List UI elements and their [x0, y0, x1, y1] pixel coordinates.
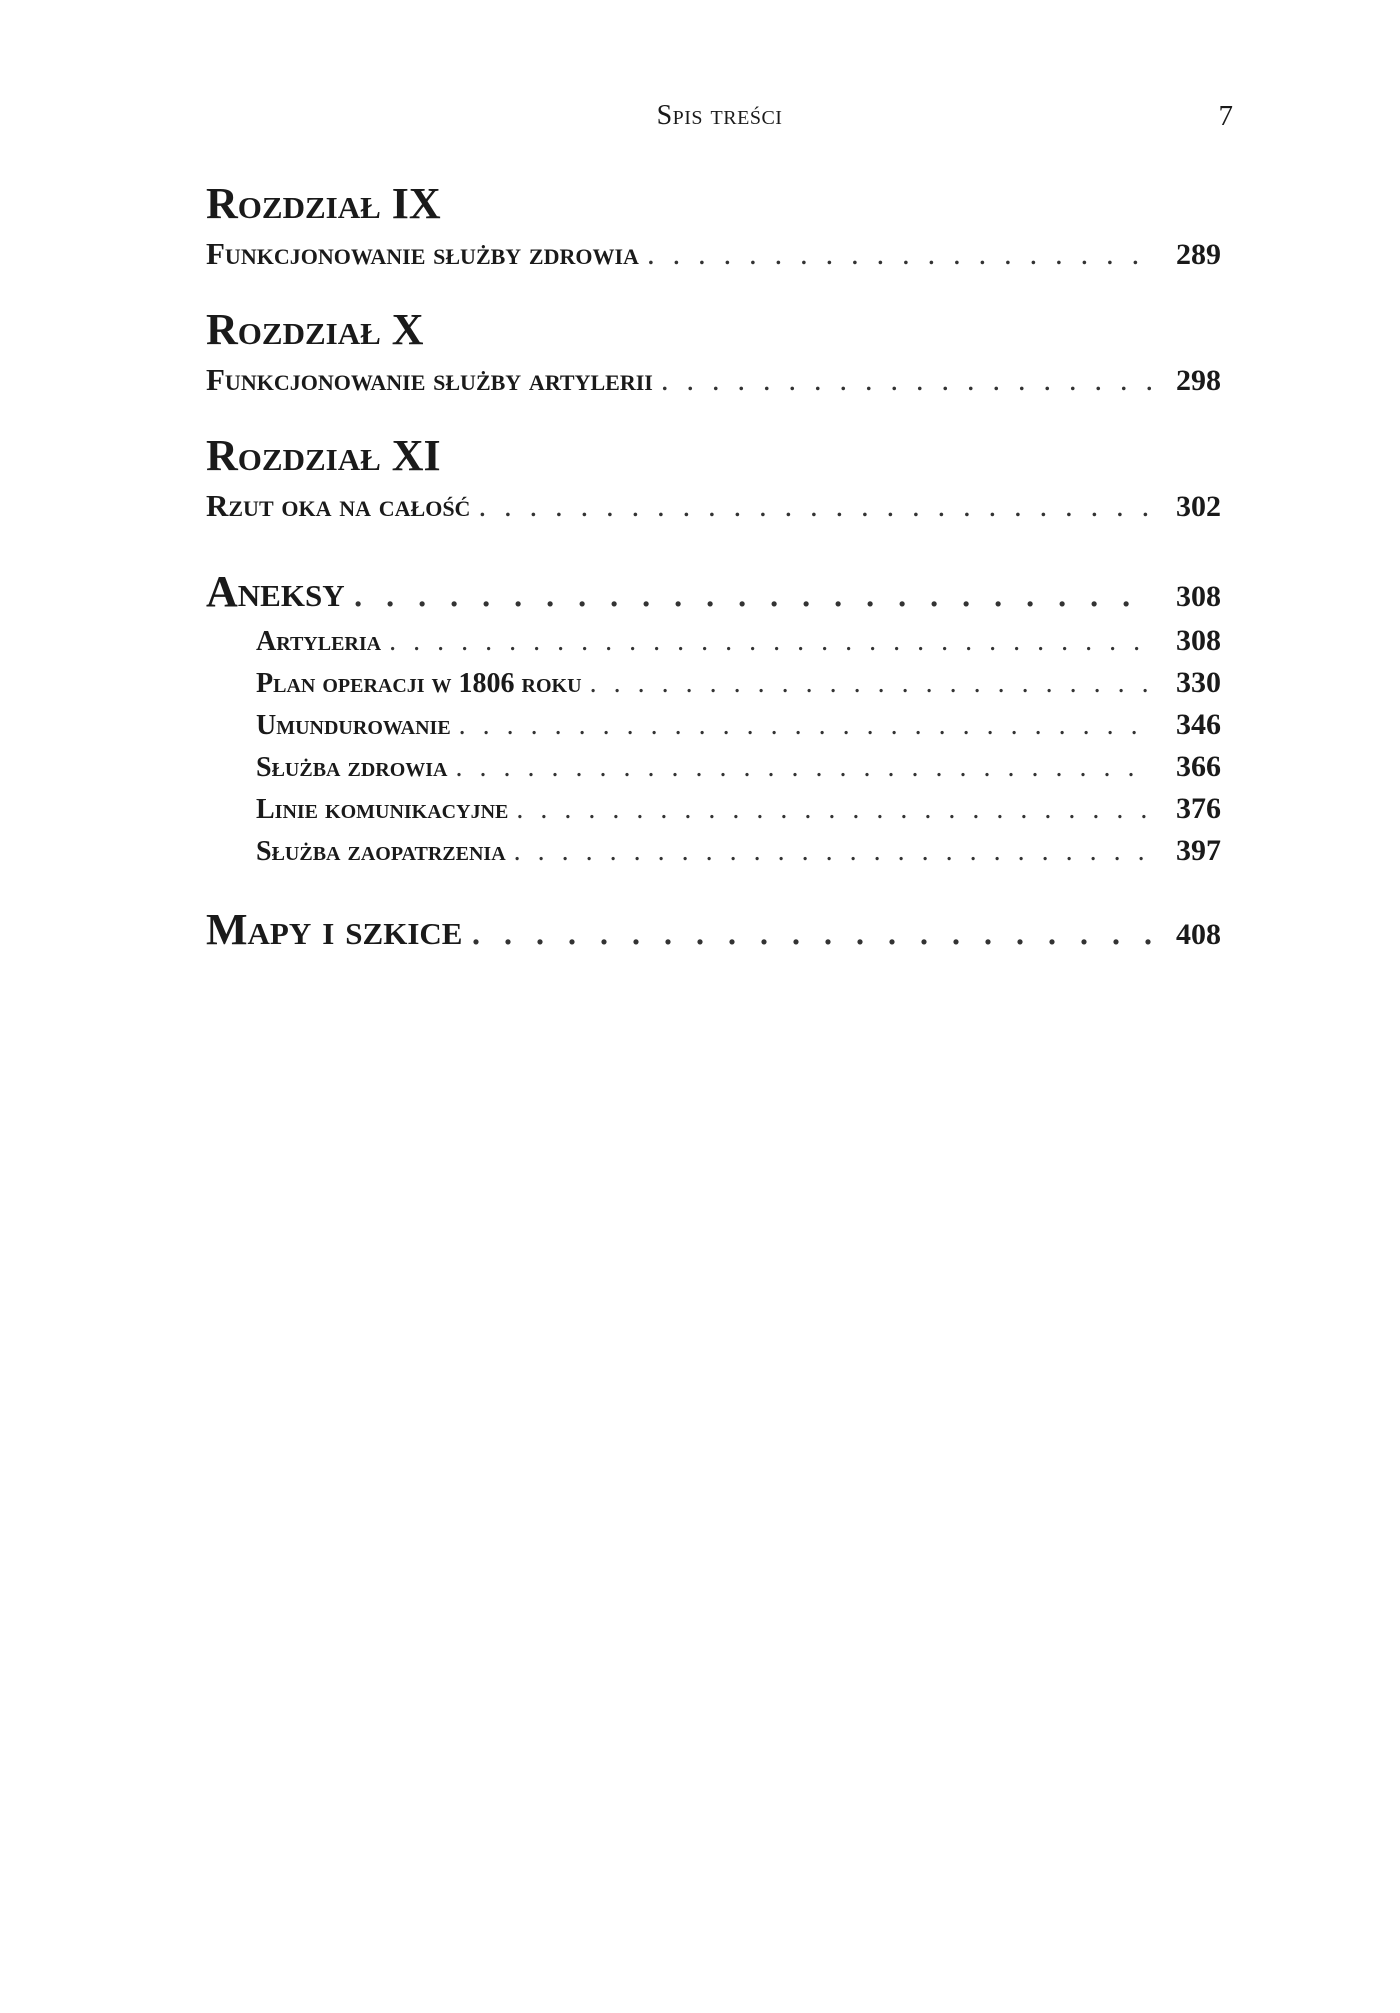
- dot-leader: [456, 747, 1152, 789]
- dot-leader: [514, 831, 1151, 873]
- dot-leader: [590, 663, 1151, 705]
- dot-leader: [516, 789, 1151, 831]
- entry-title: Funkcjonowanie służby artylerii: [206, 362, 653, 397]
- entry-title: Umundurowanie: [256, 710, 451, 741]
- entry-title: Rzut oka na całość: [206, 488, 471, 523]
- chapter-11: [206, 430, 1221, 530]
- entry-page: 330: [1176, 666, 1221, 699]
- entry-page: 298: [1176, 364, 1221, 397]
- annex-item[interactable]: [256, 662, 1221, 704]
- entry-title: Artyleria: [256, 626, 382, 657]
- chapter-10: [206, 304, 1221, 404]
- annex-item[interactable]: [256, 830, 1221, 872]
- toc-entry[interactable]: [206, 230, 1221, 278]
- chapter-label: Rozdział XI: [206, 431, 441, 480]
- annex-item[interactable]: [256, 746, 1221, 788]
- maps-heading[interactable]: [206, 902, 1221, 958]
- dot-leader: [470, 902, 1151, 958]
- toc-entry[interactable]: [206, 482, 1221, 530]
- dot-leader: [647, 230, 1151, 278]
- annex-heading[interactable]: [206, 564, 1221, 620]
- dot-leader: [389, 621, 1151, 663]
- entry-title: Linie komunikacyjne: [256, 794, 509, 825]
- dot-leader: [478, 482, 1151, 530]
- entry-title: Plan operacji w 1806 roku: [256, 668, 582, 699]
- entry-page: 376: [1176, 792, 1221, 825]
- entry-page: 408: [1176, 918, 1221, 951]
- annex-list: [256, 620, 1221, 872]
- running-title: Spis treści: [656, 100, 783, 131]
- entry-page: 346: [1176, 708, 1221, 741]
- table-of-contents: [206, 178, 1221, 958]
- page-number: 7: [1218, 100, 1233, 132]
- annex-item[interactable]: [256, 620, 1221, 662]
- toc-entry[interactable]: [206, 356, 1221, 404]
- dot-leader: [661, 356, 1151, 404]
- entry-title: Funkcjonowanie służby zdrowia: [206, 236, 639, 271]
- chapter-label: Rozdział IX: [206, 179, 441, 228]
- entry-page: 397: [1176, 834, 1221, 867]
- entry-title: Mapy i szkice: [206, 905, 463, 954]
- chapter-label: Rozdział X: [206, 305, 424, 354]
- page-header: [206, 100, 1233, 140]
- entry-title: Służba zdrowia: [256, 752, 448, 783]
- entry-page: 302: [1176, 490, 1221, 523]
- annex-item[interactable]: [256, 788, 1221, 830]
- entry-page: 289: [1176, 238, 1221, 271]
- entry-page: 308: [1176, 624, 1221, 657]
- entry-page: 308: [1176, 580, 1221, 613]
- chapter-9: [206, 178, 1221, 278]
- entry-title: Służba zaopatrzenia: [256, 836, 506, 867]
- entry-page: 366: [1176, 750, 1221, 783]
- entry-title: Aneksy: [206, 567, 345, 616]
- annex-item[interactable]: [256, 704, 1221, 746]
- dot-leader: [353, 564, 1151, 620]
- dot-leader: [459, 705, 1151, 747]
